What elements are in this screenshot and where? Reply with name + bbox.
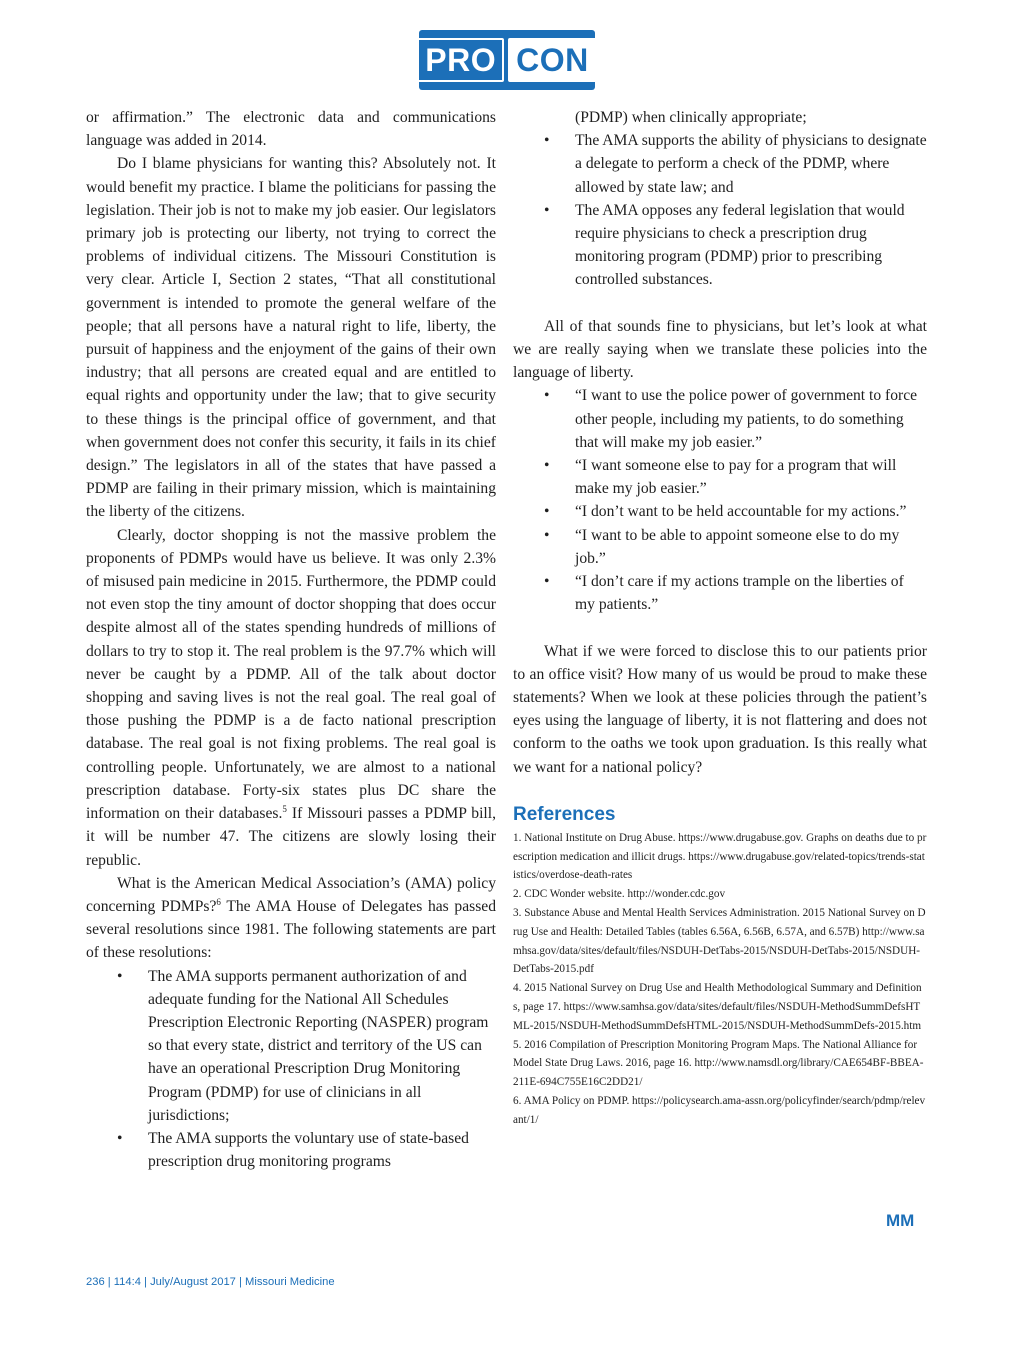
left-paragraph-4-tail: The AMA House of Delegates has passed several resolutions since 1981. The following statements are part of these resolutions: bbox=[86, 897, 496, 962]
left-paragraph-4 bbox=[86, 872, 496, 965]
left-paragraph-4-text: What is the American Medical Association’s (AMA) policy concerning PDMPs? bbox=[86, 874, 496, 915]
end-mark: MM bbox=[886, 1211, 915, 1230]
left-paragraph-3-tail: If Missouri passes a PDMP bill, it will be number 47. The citizens are slowly losing their republic. bbox=[86, 805, 496, 869]
left-paragraph-3-text: Clearly, doctor shopping is not the massive problem the proponents of PDMPs would have us believe. It was only 2.3% of misused pain medicine in 2015. Furthermore, the PDMP could not even stop the tiny amount of doctor shopping that does occur despite almost all of the states spending hundreds of millions of dollars to try to stop it. The real problem is the 97.7% which will never be caught by a PDMP. All of the talk about doctor shopping and saving lives is not the real goal. The real goal of those pushing the PDMP is a de facto national prescription database. The real goal is not fixing problems. The real goal is controlling people. Unfortunately, we are almost to a national prescription database. Forty-six states plus DC share the information on their databases. bbox=[86, 526, 496, 823]
right-paragraph-1: All of that sounds fine to physicians, but let’s look at what we are really saying when we translate these policies into the language of liberty. bbox=[513, 317, 927, 382]
list-item: • “I want to be able to appoint someone else to do my job.” bbox=[513, 524, 927, 570]
logo-con: CON bbox=[508, 38, 597, 82]
list-item: • The AMA supports permanent authorization of and adequate funding for the National All Schedules Prescription Electronic Reporting (NASPER) program so that every state, district and territory of the US can have an operational Prescription Drug Monitoring Program (PDMP) for use of clinicians in all jurisdictions; bbox=[86, 965, 496, 1127]
reference-5: 5. 2016 Compilation of Prescription Monitoring Program Maps. The National Alliance for Model State Drug Laws. 2016, page 16. http://www.namsdl.org/library/CAE654BF-BBEA-211E-694C755E16C2DD21/ bbox=[513, 1038, 924, 1089]
left-column bbox=[86, 106, 496, 1173]
footnote-ref-6: 6 bbox=[216, 896, 221, 907]
list-item: • “I don’t care if my actions trample on the liberties of my patients.” bbox=[513, 570, 927, 616]
ama-resolutions-list-continued bbox=[513, 106, 927, 292]
footnote-ref-5: 5 bbox=[282, 803, 287, 814]
procon-logo bbox=[419, 30, 595, 90]
reference-4: 4. 2015 National Survey on Drug Use and Health Methodological Summary and Definitions, page 17. https://www.samhsa.gov/data/sites/default/files/NSDUH-MethodSummDefsHTML-2015/NSDUH-MethodSummDefsHTML-2015/NSDUH-MethodSummDefs-2015.htm bbox=[513, 982, 922, 1032]
right-paragraph-2: What if we were forced to disclose this to our patients prior to an office visit? How many of us would be proud to make these statements? When we look at these policies through the patient’s eyes using the language of liberty, it is not flattering and does not conform to the oaths we took upon graduation. Is this really what we want for a national policy? bbox=[513, 642, 927, 776]
list-item: • “I don’t want to be held accountable for my actions.” bbox=[513, 500, 927, 523]
spacer bbox=[513, 292, 927, 315]
list-item-continued bbox=[513, 106, 927, 129]
list-item-continued-text: (PDMP) when clinically appropriate; bbox=[575, 109, 807, 126]
left-paragraph-2: Do I blame physicians for wanting this? Absolutely not. It would benefit my practice. I blame the politicians for passing the legislation. Their job is not to make my job easier. Our legislators primary job is protecting our liberty, not trying to correct the problems of individual citizens. The Missouri Constitution is very clear. Article I, Section 2 states, “That all constitutional government is intended to promote the general welfare of the people; that all persons have a natural right to life, liberty, the pursuit of happiness and the enjoyment of the gains of their own industry; that all persons are created equal and are entitled to equal rights and opportunity under the law; that to give security to these things is the principal office of government, and that when government does not confer this security, it fails in its chief design.” The legislators in all of the states that have passed a PDMP are failing in their primary mission, which is maintaining the liberty of the citizens. bbox=[86, 155, 496, 521]
page-footer: 236 | 114:4 | July/August 2017 | Missouri Medicine bbox=[86, 1276, 335, 1288]
list-item: • “I want someone else to pay for a program that will make my job easier.” bbox=[513, 454, 927, 500]
references-heading: References bbox=[513, 803, 616, 825]
reference-1: 1. National Institute on Drug Abuse. https://www.drugabuse.gov. Graphs on deaths due to prescription medication and illicit drugs. https://www.drugabuse.gov/related-topics/trends-statistics/overdose-death-rates bbox=[513, 831, 927, 882]
left-paragraph-1: or affirmation.” The electronic data and communications language was added in 2014. bbox=[86, 109, 496, 150]
list-item: • The AMA opposes any federal legislation that would require physicians to check a prescription drug monitoring program (PDMP) prior to prescribing controlled substances. bbox=[513, 199, 927, 292]
right-column bbox=[513, 106, 927, 1130]
left-paragraph-3 bbox=[86, 524, 496, 872]
list-item: • The AMA supports the ability of physicians to designate a delegate to perform a check of the PDMP, where allowed by state law; and bbox=[513, 129, 927, 199]
logo-pro: PRO bbox=[417, 38, 504, 82]
ama-resolutions-list bbox=[86, 965, 496, 1174]
list-item: • The AMA supports the voluntary use of state-based prescription drug monitoring programs bbox=[86, 1127, 496, 1173]
list-item: • “I want to use the police power of government to force other people, including my patients, to do something that will make my job easier.” bbox=[513, 384, 927, 454]
reference-6: 6. AMA Policy on PDMP. https://policysearch.ama-assn.org/policyfinder/search/pdmp/relevant/1/ bbox=[513, 1095, 926, 1126]
spacer bbox=[513, 616, 927, 639]
reference-3: 3. Substance Abuse and Mental Health Services Administration. 2015 National Survey on Drug Use and Health: Detailed Tables (tables 6.56A, 6.56B, 6.57A, and 6.57B) http://www.samhsa.gov/data/sites/default/files/NSDUH-DetTabs-2015/NSDUH-DetTabs-2015/NSDUH-DetTabs-2015.pdf bbox=[513, 907, 926, 976]
reference-2: 2. CDC Wonder website. http://wonder.cdc.gov bbox=[513, 888, 726, 901]
liberty-quotes-list bbox=[513, 384, 927, 616]
